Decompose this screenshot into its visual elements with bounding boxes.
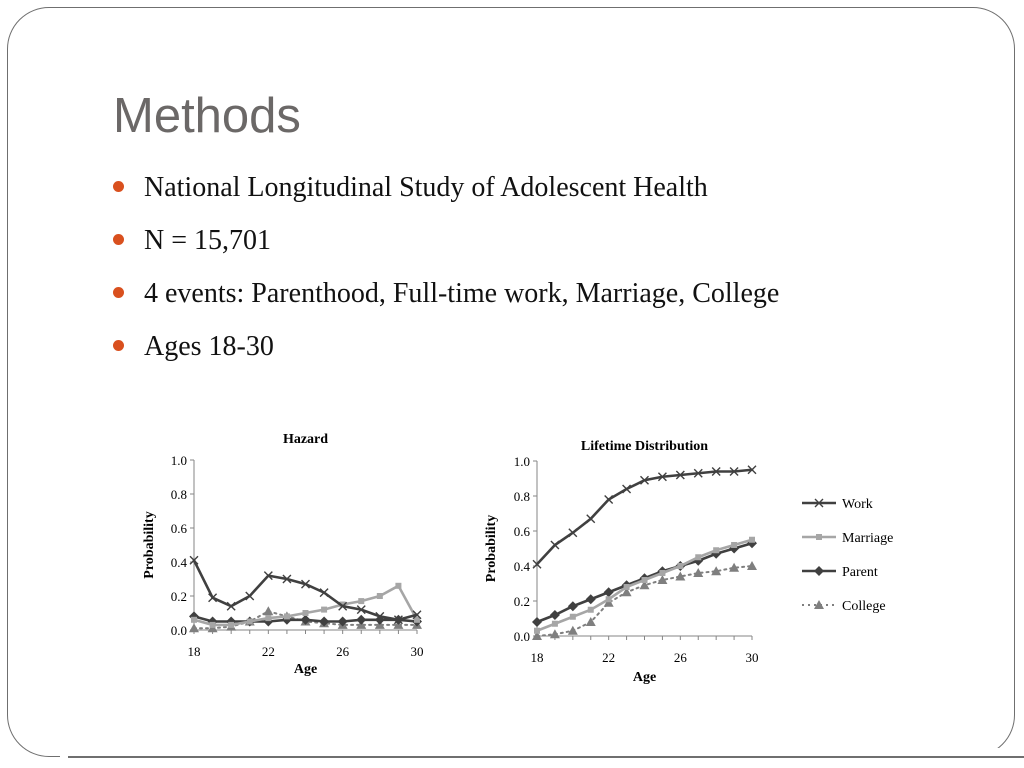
data-point — [749, 537, 755, 543]
legend-label: College — [842, 599, 886, 614]
y-tick-label: 0.4 — [513, 559, 530, 574]
data-point — [605, 496, 613, 504]
x-tick-label: 18 — [530, 650, 544, 665]
bullet-text: National Longitudinal Study of Adolescent Health — [144, 172, 708, 203]
chart-1 — [142, 432, 424, 677]
y-tick-label: 0.8 — [513, 489, 530, 504]
data-point — [731, 542, 737, 548]
data-point — [550, 610, 560, 620]
bullet-text: Ages 18-30 — [144, 331, 274, 362]
data-point — [284, 613, 290, 619]
chart-title: Lifetime Distribution — [580, 439, 709, 454]
data-point — [532, 617, 542, 627]
data-point — [624, 584, 630, 590]
chart-2 — [484, 439, 893, 685]
data-point — [189, 623, 199, 632]
data-point — [358, 598, 364, 604]
data-point — [568, 601, 578, 611]
data-point — [247, 619, 253, 625]
data-point — [551, 541, 559, 549]
data-point — [570, 614, 576, 620]
data-point — [534, 628, 540, 634]
legend-marker — [814, 566, 824, 576]
x-tick-label: 26 — [336, 644, 350, 659]
data-point — [677, 563, 683, 569]
y-tick-label: 0.0 — [170, 623, 187, 638]
data-point — [552, 621, 558, 627]
data-point — [587, 515, 595, 523]
y-tick-label: 0.2 — [513, 594, 530, 609]
y-tick-label: 0.0 — [513, 629, 530, 644]
slide-title: Methods — [113, 89, 301, 143]
x-tick-label: 30 — [410, 644, 424, 659]
x-tick-label: 30 — [745, 650, 759, 665]
data-point — [210, 622, 216, 628]
x-axis-label: Age — [293, 662, 318, 677]
legend-label: Work — [842, 497, 873, 512]
data-point — [695, 554, 701, 560]
series-college — [532, 561, 757, 640]
y-tick-label: 0.2 — [170, 589, 187, 604]
y-tick-label: 0.4 — [170, 555, 187, 570]
x-tick-label: 22 — [261, 644, 275, 659]
data-point — [659, 570, 665, 576]
data-point — [377, 593, 383, 599]
legend-marker — [816, 534, 822, 540]
y-tick-label: 0.8 — [170, 487, 187, 502]
data-point — [321, 607, 327, 613]
data-point — [303, 610, 309, 616]
data-point — [550, 629, 560, 638]
data-point — [246, 592, 254, 600]
y-axis-label: Probability — [142, 511, 157, 579]
x-tick-label: 18 — [187, 644, 201, 659]
legend — [802, 497, 893, 614]
data-point — [588, 607, 594, 613]
data-point — [642, 577, 648, 583]
x-axis-label: Age — [632, 670, 657, 685]
x-tick-label: 22 — [602, 650, 616, 665]
data-point — [191, 617, 197, 623]
legend-label: Marriage — [842, 531, 894, 546]
bullet-text: N = 15,701 — [144, 225, 272, 256]
y-tick-label: 1.0 — [513, 454, 530, 469]
data-point — [395, 583, 401, 589]
data-point — [606, 596, 612, 602]
data-point — [356, 615, 366, 625]
legend-label: Parent — [842, 565, 878, 580]
bullet-text: 4 events: Parenthood, Full-time work, Marriage, College — [144, 278, 780, 309]
y-tick-label: 1.0 — [170, 453, 187, 468]
data-point — [263, 606, 273, 615]
data-point — [228, 622, 234, 628]
data-point — [713, 547, 719, 553]
data-point — [568, 626, 578, 635]
data-point — [569, 529, 577, 537]
chart-title: Hazard — [282, 432, 329, 447]
y-axis-label: Probability — [484, 514, 499, 583]
y-tick-label: 0.6 — [170, 521, 187, 536]
y-tick-label: 0.6 — [513, 524, 530, 539]
x-tick-label: 26 — [673, 650, 687, 665]
data-point — [586, 594, 596, 604]
data-point — [265, 615, 271, 621]
